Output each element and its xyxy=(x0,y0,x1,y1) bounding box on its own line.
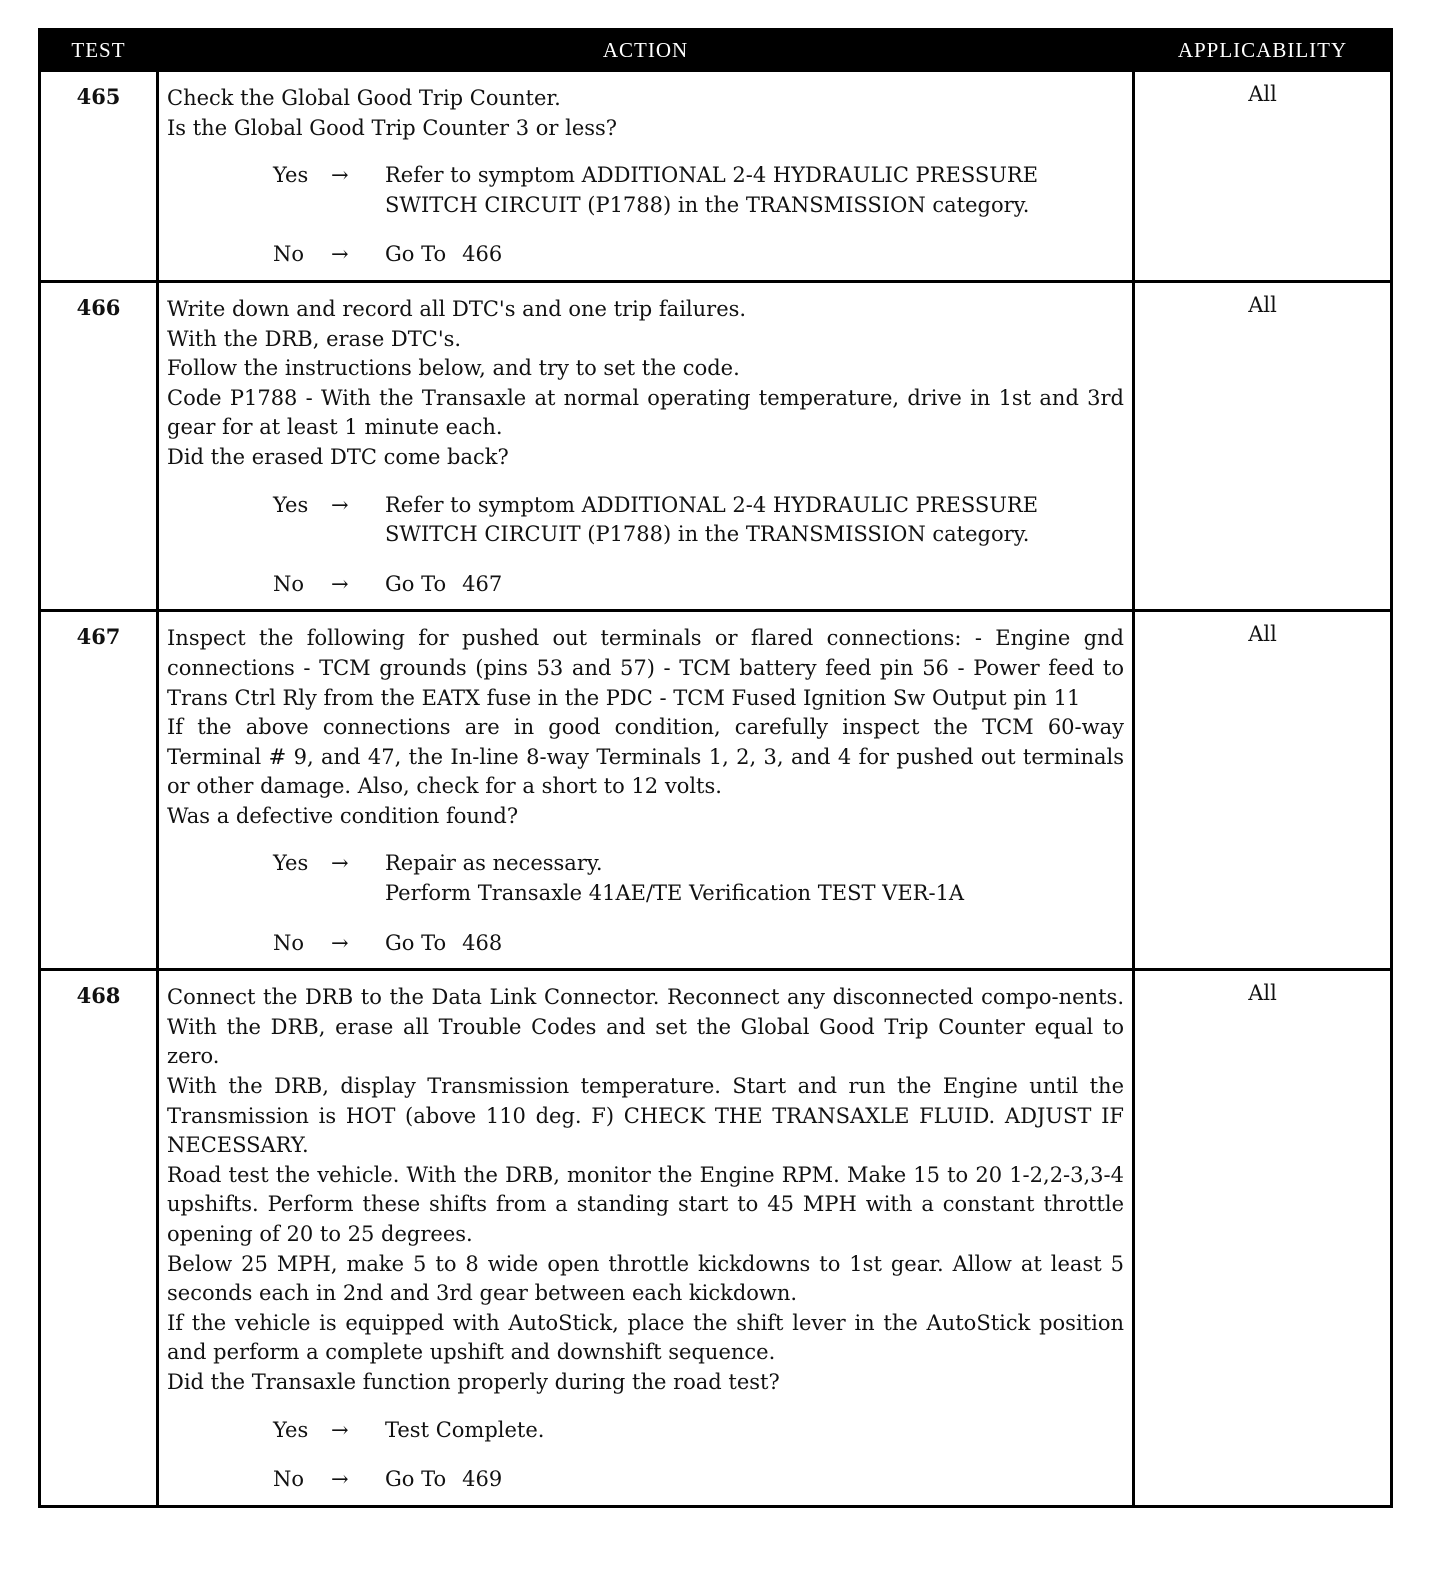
applicability-cell: All xyxy=(1134,281,1392,610)
goto-label: Go To xyxy=(385,571,447,596)
action-text: Road test the vehicle. With the DRB, monitor the Engine RPM. Make 15 to 20 1-2,2-3,3-4 upshifts. Perform these shifts from a standing start to 45 MPH with a constant throttle opening of 20 to 25 degrees. xyxy=(167,1162,1124,1246)
no-label: No xyxy=(273,930,305,955)
yes-action-line: Refer to symptom ADDITIONAL 2-4 HYDRAULIC PRESSURE xyxy=(385,163,1039,188)
yes-branch xyxy=(273,161,1124,220)
action-text: With the DRB, erase DTC's. xyxy=(167,326,462,351)
action-text: Write down and record all DTC's and one trip failures. xyxy=(167,296,747,321)
action-question: Was a defective condition found? xyxy=(167,803,519,828)
yes-branch xyxy=(273,491,1124,550)
header-action: ACTION xyxy=(158,30,1134,71)
yes-branch xyxy=(273,849,1124,908)
no-branch xyxy=(273,1465,1124,1495)
yes-action-line: Test Complete. xyxy=(385,1417,545,1442)
right-arrow-icon: → xyxy=(331,242,349,267)
no-branch xyxy=(273,240,1124,270)
applicability-cell: All xyxy=(1134,71,1392,282)
header-applicability: APPLICABILITY xyxy=(1134,30,1392,71)
action-text: Code P1788 - With the Transaxle at normal operating temperature, drive in 1st and 3rd gear for at least 1 minute each. xyxy=(167,385,1124,440)
right-arrow-icon: → xyxy=(331,1467,349,1492)
applicability-cell: All xyxy=(1134,611,1392,970)
right-arrow-icon: → xyxy=(331,492,349,517)
yes-action xyxy=(385,491,1124,550)
action-cell xyxy=(158,71,1134,282)
action-text: With the DRB, display Transmission temperature. Start and run the Engine until the Transmission is HOT (above 110 deg. F) CHECK THE TRANSAXLE FLUID. ADJUST IF NECESSARY. xyxy=(167,1074,1124,1158)
action-text: If the vehicle is equipped with AutoStick, place the shift lever in the AutoStick position and perform a complete upshift and downshift sequence. xyxy=(167,1310,1124,1365)
yes-action-line: Refer to symptom ADDITIONAL 2-4 HYDRAULIC PRESSURE xyxy=(385,492,1039,517)
table-row xyxy=(40,281,1392,610)
action-cell xyxy=(158,970,1134,1507)
yes-action-line: Perform Transaxle 41AE/TE Verification TEST VER-1A xyxy=(385,881,965,906)
header-test: TEST xyxy=(40,30,158,71)
yes-branch xyxy=(273,1416,1124,1446)
no-branch xyxy=(273,570,1124,600)
test-number: 468 xyxy=(40,970,158,1507)
goto-number: 469 xyxy=(462,1467,503,1492)
diagnostic-test-table xyxy=(38,28,1393,1508)
no-action xyxy=(385,570,1124,600)
goto-label: Go To xyxy=(385,242,447,267)
test-number: 467 xyxy=(40,611,158,970)
no-label: No xyxy=(273,242,305,267)
action-question: Did the Transaxle function properly during the road test? xyxy=(167,1369,780,1394)
yes-action xyxy=(385,1416,1124,1446)
action-text: Connect the DRB to the Data Link Connector. Reconnect any disconnected compo-nents. With the DRB, erase all Trouble Codes and set the Global Good Trip Counter equal to zero. xyxy=(167,985,1124,1069)
action-text: Follow the instructions below, and try to set the code. xyxy=(167,356,740,381)
yes-label: Yes xyxy=(273,492,309,517)
no-action xyxy=(385,240,1124,270)
applicability-cell: All xyxy=(1134,970,1392,1507)
no-label: No xyxy=(273,1467,305,1492)
goto-label: Go To xyxy=(385,1467,447,1492)
no-action xyxy=(385,929,1124,959)
diagnostic-test-table-page xyxy=(38,28,1390,1508)
right-arrow-icon: → xyxy=(331,1417,349,1442)
goto-number: 468 xyxy=(462,930,503,955)
action-cell xyxy=(158,281,1134,610)
yes-action xyxy=(385,161,1124,220)
table-header-row xyxy=(40,30,1392,71)
goto-number: 466 xyxy=(462,242,503,267)
goto-label: Go To xyxy=(385,930,447,955)
yes-action-line: Repair as necessary. xyxy=(385,851,603,876)
yes-action xyxy=(385,849,1124,908)
no-label: No xyxy=(273,571,305,596)
right-arrow-icon: → xyxy=(331,163,349,188)
test-number: 465 xyxy=(40,71,158,282)
yes-label: Yes xyxy=(273,163,309,188)
action-cell xyxy=(158,611,1134,970)
right-arrow-icon: → xyxy=(331,571,349,596)
action-text: Check the Global Good Trip Counter. xyxy=(167,86,561,110)
action-question: Is the Global Good Trip Counter 3 or less? xyxy=(167,115,618,140)
yes-action-line: SWITCH CIRCUIT (P1788) in the TRANSMISSION category. xyxy=(385,192,1030,217)
right-arrow-icon: → xyxy=(331,851,349,876)
table-row xyxy=(40,611,1392,970)
action-text: Below 25 MPH, make 5 to 8 wide open throttle kickdowns to 1st gear. Allow at least 5 seconds each in 2nd and 3rd gear between each kickdown. xyxy=(167,1251,1124,1306)
yes-label: Yes xyxy=(273,1417,309,1442)
no-branch xyxy=(273,929,1124,959)
table-row xyxy=(40,71,1392,282)
action-text: If the above connections are in good condition, carefully inspect the TCM 60-way Terminal # 9, and 47, the In-line 8-way Terminals 1, 2, 3, and 4 for pushed out terminals or other damage. Also, check for a short to 12 volts. xyxy=(167,715,1124,799)
test-number: 466 xyxy=(40,281,158,610)
yes-label: Yes xyxy=(273,851,309,876)
action-text: Inspect the following for pushed out terminals or flared connections: - Engine gnd connections - TCM grounds (pins 53 and 57) - TCM battery feed pin 56 - Power feed to Trans Ctrl Rly from the EATX fuse in the PDC - TCM Fused Ignition Sw Output pin 11 xyxy=(167,626,1124,710)
right-arrow-icon: → xyxy=(331,930,349,955)
action-question: Did the erased DTC come back? xyxy=(167,444,509,469)
yes-action-line: SWITCH CIRCUIT (P1788) in the TRANSMISSION category. xyxy=(385,522,1030,547)
goto-number: 467 xyxy=(462,571,503,596)
table-row xyxy=(40,970,1392,1507)
no-action xyxy=(385,1465,1124,1495)
